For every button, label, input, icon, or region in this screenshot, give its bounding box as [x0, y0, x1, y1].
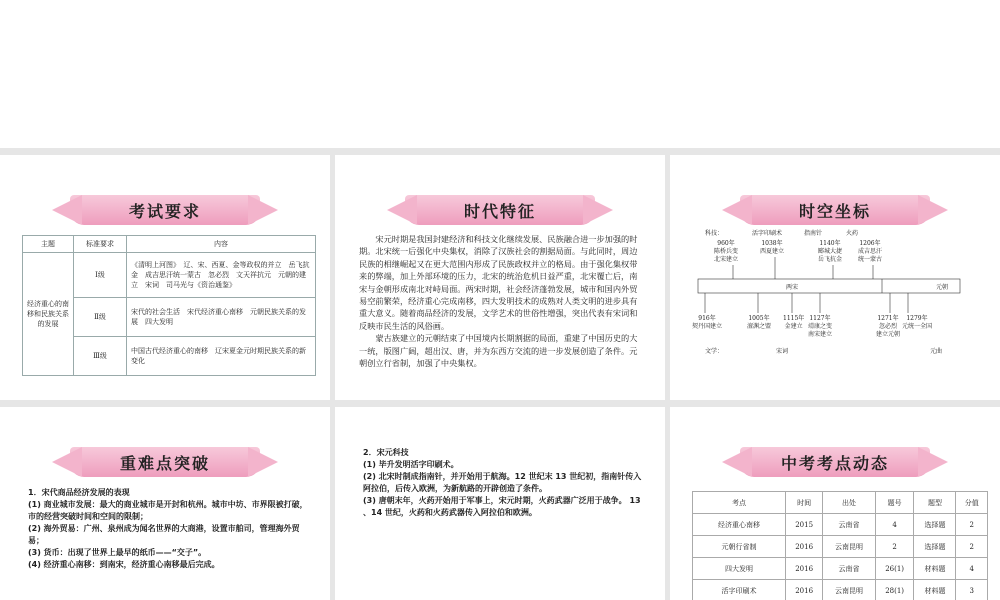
- key-points-text: [28, 487, 313, 571]
- slide-timeline[interactable]: [670, 155, 1000, 400]
- slide-title: 时代特征: [463, 201, 536, 221]
- table-header: 考点: [693, 492, 786, 514]
- slide-science-tech[interactable]: [335, 407, 665, 600]
- list-item: (2) 北宋时制成指南针，并开始用于航海。12 世纪末 13 世纪初，指南针传入阿拉伯，后传入欧洲，为新航路的开辟创造了条件。: [363, 472, 642, 493]
- table-header: 题号: [875, 492, 914, 514]
- slide-title: 考试要求: [128, 201, 201, 221]
- level-cell: Ⅱ级: [74, 298, 127, 337]
- tech-item: 指南针: [804, 230, 823, 237]
- timeline-event: 960年 陈桥兵变 北宋建立: [714, 240, 739, 263]
- table-header: 标准要求: [74, 236, 127, 253]
- slide-title-banner: [70, 195, 260, 225]
- table-header: 时间: [786, 492, 823, 514]
- content-cell: 《清明上河图》 辽、宋、西夏、金等政权的并立 岳飞抗金 成吉思汗统一蒙古 忽必烈 文天祥抗元 元朝的建立 宋词 司马光与《资治通鉴》: [127, 253, 316, 298]
- level-cell: Ⅰ级: [74, 253, 127, 298]
- period-song: 两宋: [786, 284, 799, 291]
- period-yuan: 元朝: [936, 284, 949, 291]
- paragraph: 蒙古族建立的元朝结束了中国境内长期割据的局面，重建了中国历史的大一统，版图广阔，超出汉、唐，并为东西方交流的进一步发展创造了条件。元朝创立行省制，加强了中央集权。: [359, 333, 638, 369]
- list-item: (3) 货币：出现了世界上最早的纸币——“交子”。: [28, 548, 207, 557]
- table-header-row: [693, 492, 988, 514]
- table-row: 活字印刷术 2016 云南昆明 28(1) 材料题 3: [693, 580, 988, 600]
- timeline-event: 916年 契丹国建立: [692, 315, 723, 330]
- list-item: (4) 经济重心南移：到南宋，经济重心南移最后完成。: [28, 560, 220, 569]
- slide-title: 中考考点动态: [780, 453, 889, 473]
- timeline-event: 1206年 成吉思汗 统一蒙古: [858, 240, 883, 263]
- timeline-event: 1115年 金建立: [783, 315, 805, 330]
- list-item: (3) 唐朝末年，火药开始用于军事上，宋元时期，火药武器广泛用于战争。 13 、14 世纪，火药和火药武器传入阿拉伯和欧洲。: [363, 496, 641, 517]
- science-text: [363, 447, 645, 519]
- list-item: (2) 海外贸易：广州、泉州成为闻名世界的大商港，设置市舶司，管理海外贸易；: [28, 524, 300, 545]
- slide-title: 重难点突破: [119, 453, 210, 473]
- timeline-axis: [670, 155, 1000, 400]
- timeline-event: 1271年 忽必烈 建立元朝: [876, 315, 901, 338]
- table-header: 出处: [823, 492, 876, 514]
- tech-item: 火药: [846, 230, 859, 237]
- topic-cell: 经济重心的南移和民族关系的发展: [23, 253, 74, 376]
- table-header: 内容: [127, 236, 316, 253]
- table-header: 分值: [956, 492, 988, 514]
- tech-label: 科技：: [705, 230, 724, 237]
- literature-song: 宋词: [776, 348, 789, 355]
- timeline-event: 1127年 靖康之变 南宋建立: [808, 315, 833, 338]
- slide-exam-trends[interactable]: [670, 407, 1000, 600]
- level-cell: Ⅲ级: [74, 337, 127, 376]
- table-header: 主题: [23, 236, 74, 253]
- slide-title: 时空坐标: [798, 201, 871, 221]
- table-row: 经济重心南移 2015 云南省 4 选择题 2: [693, 514, 988, 536]
- slide-title-banner: [405, 195, 595, 225]
- section-heading: 1．宋代商品经济发展的表现: [28, 488, 130, 497]
- tech-item: 活字印刷术: [752, 230, 783, 237]
- slide-title-banner: [740, 447, 930, 477]
- section-heading: 2．宋元科技: [363, 448, 409, 457]
- literature-yuan: 元曲: [930, 348, 943, 355]
- requirements-table: [22, 235, 316, 376]
- table-row: 元朝行省制 2016 云南昆明 2 选择题 2: [693, 536, 988, 558]
- era-text: [359, 233, 644, 369]
- timeline-event: 1140年 郾城大捷 岳飞抗金: [818, 240, 843, 263]
- slide-title-banner: [70, 447, 260, 477]
- timeline-event: 1279年 元统一全国: [902, 315, 933, 330]
- literature-label: 文学：: [705, 348, 724, 355]
- exam-trends-table: [692, 491, 988, 600]
- timeline-event: 1005年 澶渊之盟: [747, 315, 772, 330]
- timeline: [670, 155, 1000, 400]
- content-cell: 宋代的社会生活 宋代经济重心南移 元朝民族关系的发展 四大发明: [127, 298, 316, 337]
- timeline-event: 1038年 西夏建立: [760, 240, 785, 255]
- table-row: [23, 253, 316, 298]
- slide-era-features[interactable]: [335, 155, 665, 400]
- table-header: 题型: [914, 492, 956, 514]
- slide-key-points[interactable]: [0, 407, 330, 600]
- blank-top-area: [0, 0, 1000, 148]
- content-cell: 中国古代经济重心的南移 辽宋夏金元时期民族关系的新变化: [127, 337, 316, 376]
- paragraph: 宋元时期是我国封建经济和科技文化继续发展、民族融合进一步加强的时期。北宋统一后强化中央集权，消除了汉族社会的割据局面。与此同时，周边民族的相继崛起又在更大范围内形成了民族政权并立的格局。由于强化集权带来的弊端，加上外部环境的压力，北宋的统治危机日益严重，北宋覆亡后，南宋与金朝形成南北对峙局面。两宋时期，社会经济蓬勃发展，城市和国内外贸易空前繁荣，经济重心完成南移，四大发明技术的成熟对人类文明的进步具有重大意义。随着商品经济的发展，文学艺术的世俗性增强，突出代表有宋词和反映市民生活的风俗画。: [359, 234, 638, 331]
- list-item: (1) 商业城市发展：最大的商业城市是开封和杭州。城市中坊、市界限被打破，市的经营突破时间和空间的限制；: [28, 500, 308, 521]
- table-row: 四大发明 2016 云南省 26(1) 材料题 4: [693, 558, 988, 580]
- slide-exam-requirements[interactable]: [0, 155, 330, 400]
- list-item: (1) 毕升发明活字印刷术。: [363, 460, 459, 469]
